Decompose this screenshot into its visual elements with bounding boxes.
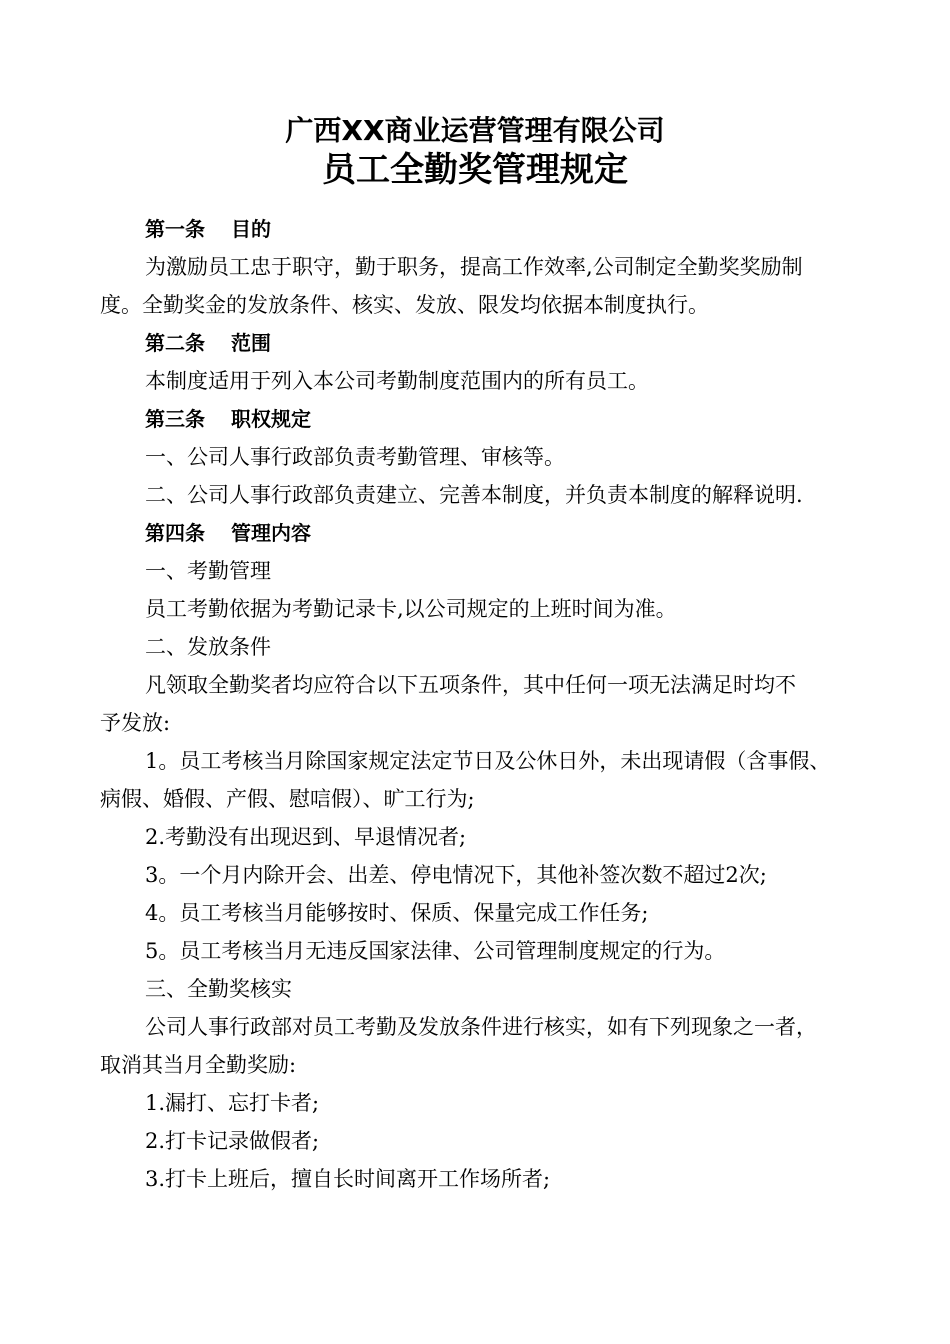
condition-4: 4。员工考核当月能够按时、保质、保量完成工作任务; [145, 901, 649, 925]
section-1-title: 一、考勤管理 [145, 559, 271, 583]
article-3-title: 职权规定 [231, 407, 311, 431]
section-1-text: 员工考勤依据为考勤记录卡,以公司规定的上班时间为准。 [145, 597, 677, 621]
article-3-item-1: 一、公司人事行政部负责考勤管理、审核等。 [145, 445, 565, 469]
condition-5: 5。员工考核当月无违反国家法律、公司管理制度规定的行为。 [145, 939, 726, 963]
document-title: 员工全勤奖管理规定 [322, 150, 628, 190]
article-1-heading [100, 210, 880, 248]
article-2-title: 范围 [231, 331, 271, 355]
article-4-title: 管理内容 [231, 521, 311, 545]
article-1-text-line1: 为激励员工忠于职守，勤于职务，提高工作效率,公司制定全勤奖奖励制 [145, 255, 803, 279]
section-2-text-line2: 予发放: [100, 711, 171, 735]
article-2-label: 第二条 [145, 331, 205, 355]
document-body [100, 210, 880, 1198]
section-3-text-line2: 取消其当月全勤奖励: [100, 1053, 297, 1077]
condition-1-line1: 1。员工考核当月除国家规定法定节日及公休日外，未出现请假（含事假、 [145, 749, 831, 773]
article-1-text-line2: 度。全勤奖金的发放条件、核实、发放、限发均依据本制度执行。 [100, 293, 709, 317]
section-3-title: 三、全勤奖核实 [145, 977, 292, 1001]
article-3-label: 第三条 [145, 407, 205, 431]
article-2-text: 本制度适用于列入本公司考勤制度范围内的所有员工。 [145, 369, 649, 393]
violation-2: 2.打卡记录做假者; [145, 1129, 320, 1153]
article-1-label: 第一条 [145, 217, 205, 241]
article-1-title: 目的 [231, 217, 271, 241]
article-3-heading [100, 400, 880, 438]
article-4-label: 第四条 [145, 521, 205, 545]
condition-3: 3。一个月内除开会、出差、停电情况下，其他补签次数不超过2次; [145, 863, 767, 887]
section-2-title: 二、发放条件 [145, 635, 271, 659]
section-3-text-line1: 公司人事行政部对员工考勤及发放条件进行核实，如有下列现象之一者， [145, 1015, 817, 1039]
article-2-heading [100, 324, 880, 362]
article-4-heading [100, 514, 880, 552]
section-2-text-line1: 凡领取全勤奖者均应符合以下五项条件，其中任何一项无法满足时均不 [145, 673, 796, 697]
company-name: 广西XX商业运营管理有限公司 [285, 114, 665, 147]
condition-2: 2.考勤没有出现迟到、早退情况者; [145, 825, 467, 849]
condition-1-line2: 病假、婚假、产假、慰唁假）、旷工行为; [100, 787, 475, 811]
violation-1: 1.漏打、忘打卡者; [145, 1091, 320, 1115]
article-3-item-2: 二、公司人事行政部负责建立、完善本制度，并负责本制度的解释说明. [145, 483, 803, 507]
violation-3: 3.打卡上班后，擅自长时间离开工作场所者; [145, 1167, 551, 1191]
